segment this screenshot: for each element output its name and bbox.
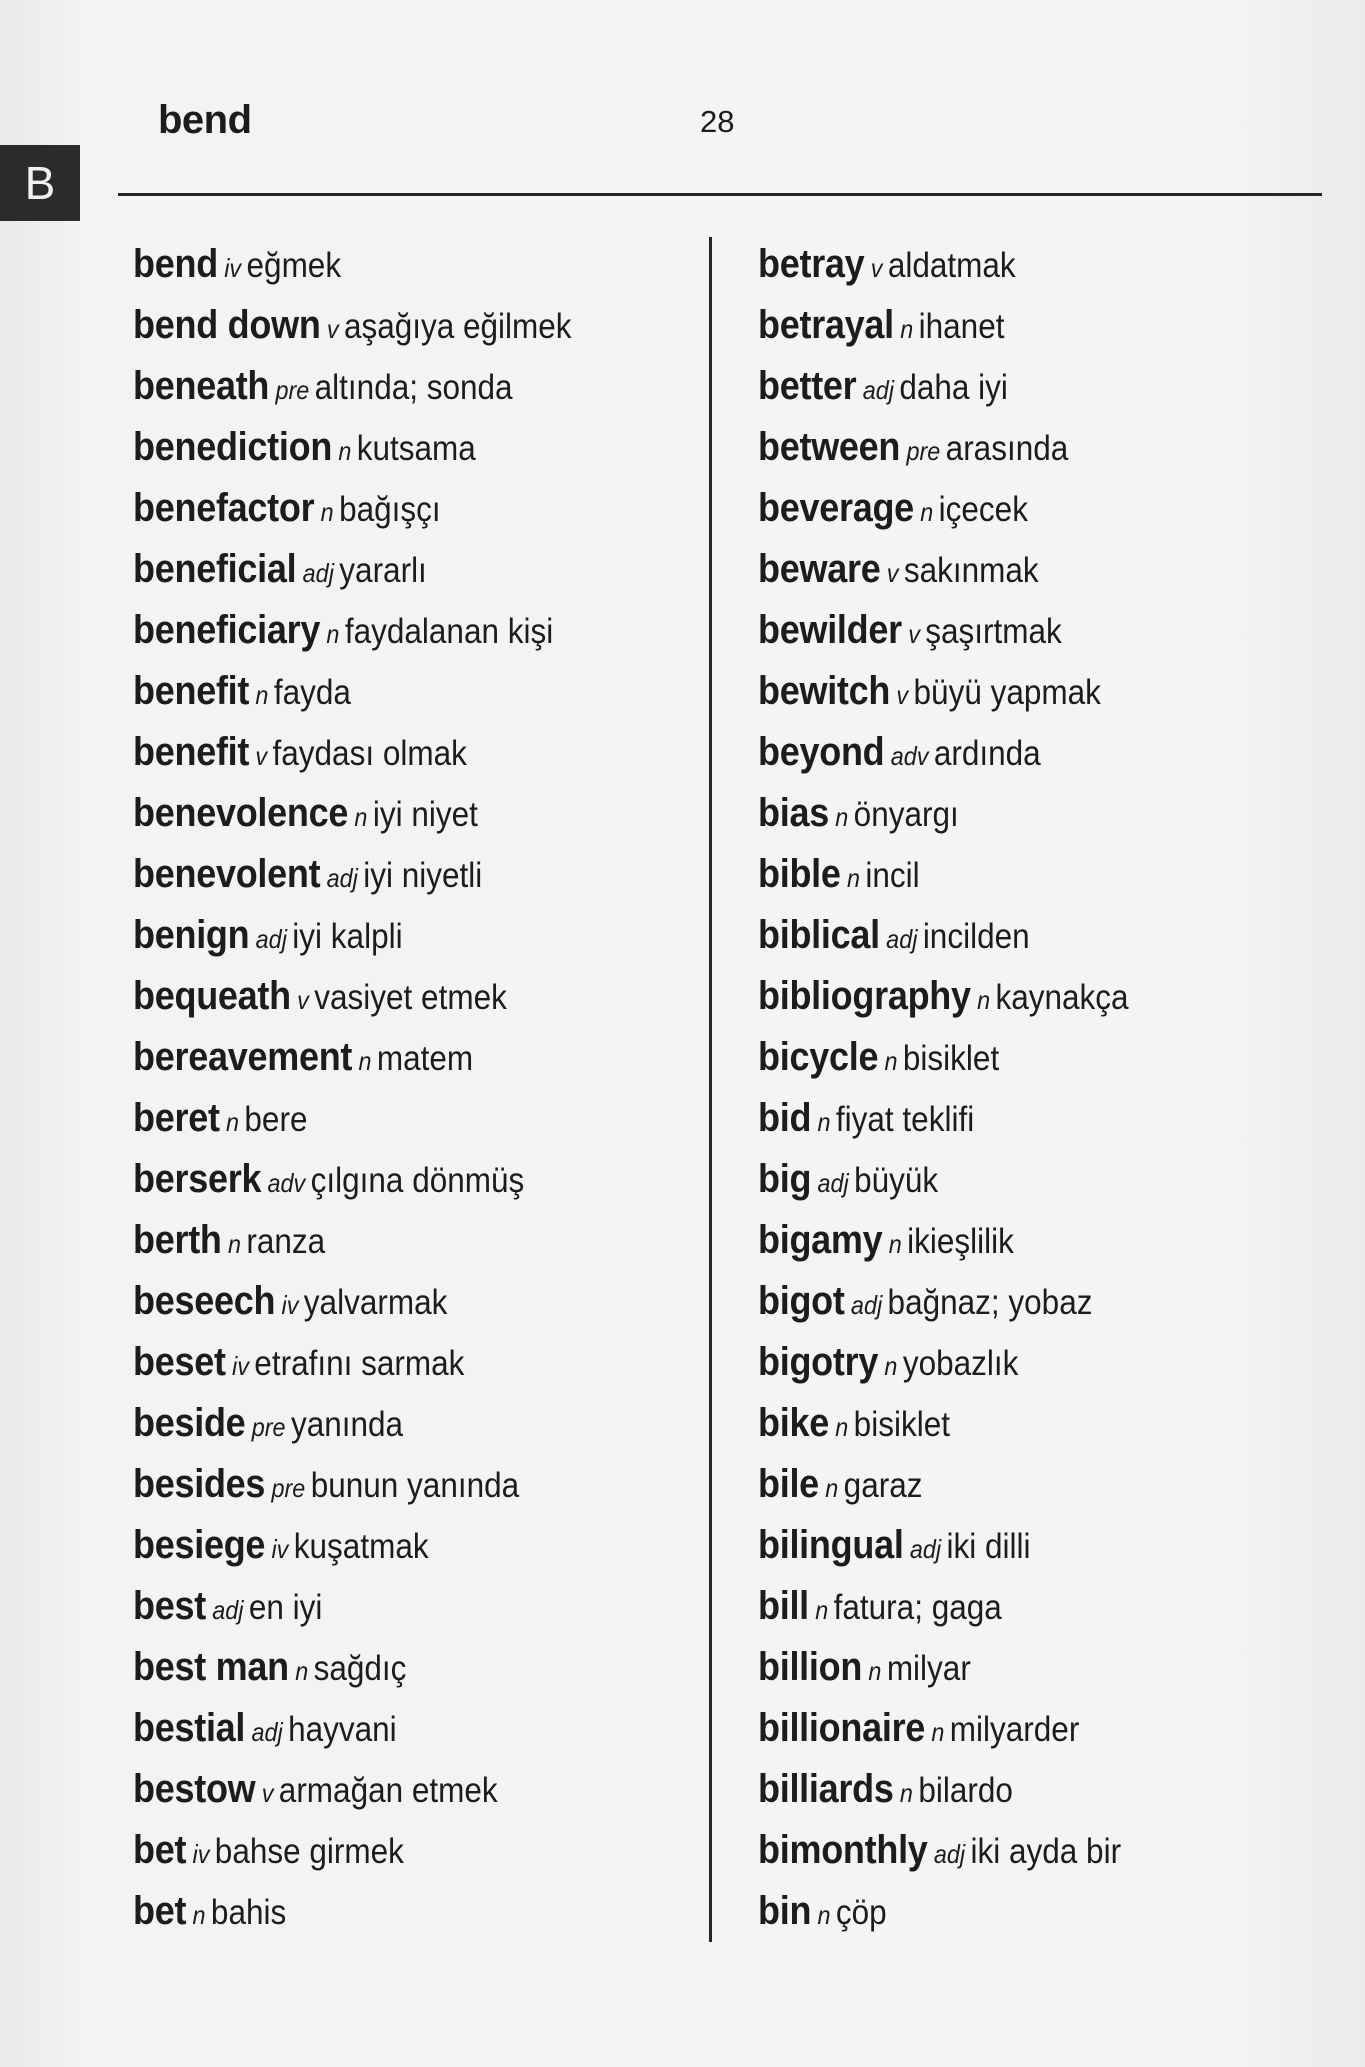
entry-part-of-speech: n	[888, 1229, 902, 1259]
entry-meaning: yobazlık	[902, 1344, 1019, 1383]
entry-headword: bigot	[758, 1279, 845, 1323]
entry-headword: bilingual	[758, 1523, 904, 1567]
entry-meaning: iyi kalpli	[292, 917, 403, 956]
dictionary-entry	[758, 539, 1298, 600]
entry-headword: besiege	[133, 1523, 266, 1567]
dictionary-entry	[758, 1027, 1298, 1088]
entry-meaning: iki dilli	[946, 1527, 1031, 1566]
entry-meaning: aşağıya eğilmek	[343, 307, 572, 346]
entry-meaning: çöp	[835, 1893, 887, 1932]
dictionary-entry	[133, 783, 673, 844]
entry-meaning: bunun yanında	[310, 1466, 520, 1505]
entry-meaning: milyarder	[949, 1710, 1080, 1749]
entry-meaning: bahis	[210, 1893, 287, 1932]
entry-headword: beret	[133, 1096, 220, 1140]
dictionary-entry	[758, 1210, 1298, 1271]
entry-headword: berth	[133, 1218, 222, 1262]
entry-part-of-speech: n	[884, 1046, 898, 1076]
entry-part-of-speech: pre	[271, 1473, 306, 1503]
entry-part-of-speech: adj	[251, 1717, 283, 1747]
dictionary-entry	[758, 1881, 1298, 1942]
entry-part-of-speech: pre	[906, 436, 941, 466]
dictionary-entry	[758, 1088, 1298, 1149]
dictionary-entry	[758, 234, 1298, 295]
dictionary-entry	[133, 539, 673, 600]
entry-headword: bibliography	[758, 974, 971, 1018]
entry-meaning: eğmek	[246, 246, 342, 285]
dictionary-entry	[758, 295, 1298, 356]
entry-meaning: etrafını sarmak	[254, 1344, 465, 1383]
entry-part-of-speech: adj	[326, 863, 358, 893]
guide-word: bend	[158, 98, 252, 142]
dictionary-entry	[758, 1759, 1298, 1820]
dictionary-entry	[133, 1637, 673, 1698]
entry-meaning: aldatmak	[887, 246, 1016, 285]
entry-headword: beneficiary	[133, 608, 321, 652]
entry-headword: benediction	[133, 425, 333, 469]
entry-headword: benefit	[133, 669, 250, 713]
entry-meaning: çılgına dönmüş	[310, 1161, 525, 1200]
entry-part-of-speech: pre	[275, 375, 310, 405]
entry-part-of-speech: n	[338, 436, 352, 466]
entry-headword: best	[133, 1584, 206, 1628]
dictionary-entry	[133, 1820, 673, 1881]
entry-headword: bin	[758, 1889, 812, 1933]
entry-meaning: fatura; gaga	[833, 1588, 1002, 1627]
entry-part-of-speech: adj	[886, 924, 918, 954]
page-number: 28	[700, 104, 735, 139]
entry-meaning: büyük	[854, 1161, 939, 1200]
entry-part-of-speech: n	[931, 1717, 945, 1747]
entry-headword: benevolence	[133, 791, 349, 835]
entry-part-of-speech: adj	[862, 375, 894, 405]
entry-headword: better	[758, 364, 857, 408]
entry-part-of-speech: iv	[192, 1839, 210, 1869]
dictionary-entry	[133, 1393, 673, 1454]
entry-headword: bimonthly	[758, 1828, 928, 1872]
entry-part-of-speech: n	[225, 1107, 240, 1137]
entry-headword: beyond	[758, 730, 885, 774]
entry-meaning: vasiyet etmek	[314, 978, 507, 1017]
entry-part-of-speech: n	[815, 1595, 829, 1625]
entry-part-of-speech: n	[868, 1656, 882, 1686]
entry-headword: bend	[133, 242, 218, 286]
entry-meaning: iki ayda bir	[970, 1832, 1122, 1871]
entry-meaning: incilden	[922, 917, 1030, 956]
entry-meaning: hayvani	[288, 1710, 397, 1749]
dictionary-entry	[133, 1332, 673, 1393]
entry-headword: best man	[133, 1645, 289, 1689]
entry-part-of-speech: adv	[890, 741, 929, 771]
entry-part-of-speech: pre	[251, 1412, 286, 1442]
dictionary-entry	[133, 417, 673, 478]
dictionary-entry	[758, 1820, 1298, 1881]
dictionary-entry	[133, 1210, 673, 1271]
entry-headword: bike	[758, 1401, 829, 1445]
entry-headword: bias	[758, 791, 829, 835]
entry-meaning: içecek	[938, 490, 1028, 529]
entry-meaning: bilardo	[918, 1771, 1013, 1810]
entry-part-of-speech: n	[977, 985, 991, 1015]
entry-headword: billion	[758, 1645, 863, 1689]
dictionary-entry	[133, 1149, 673, 1210]
dictionary-entry	[758, 1637, 1298, 1698]
dictionary-entry	[758, 1698, 1298, 1759]
entry-meaning: önyargı	[853, 795, 959, 834]
entry-meaning: bahse girmek	[214, 1832, 404, 1871]
dictionary-entry	[133, 1271, 673, 1332]
entry-headword: bill	[758, 1584, 809, 1628]
dictionary-entry	[758, 661, 1298, 722]
entry-meaning: sağdıç	[313, 1649, 407, 1688]
dictionary-entry	[133, 1698, 673, 1759]
entry-headword: bigamy	[758, 1218, 883, 1262]
entry-headword: benefactor	[133, 486, 315, 530]
entry-part-of-speech: n	[825, 1473, 839, 1503]
dictionary-entry	[133, 905, 673, 966]
entry-meaning: ranza	[246, 1222, 326, 1261]
entry-headword: benign	[133, 913, 250, 957]
dictionary-entry	[133, 600, 673, 661]
entry-headword: bet	[133, 1889, 187, 1933]
entry-part-of-speech: adj	[302, 558, 334, 588]
entry-meaning: daha iyi	[899, 368, 1008, 407]
entry-part-of-speech: n	[227, 1229, 241, 1259]
entry-part-of-speech: n	[817, 1107, 831, 1137]
dictionary-entry	[758, 600, 1298, 661]
entry-meaning: armağan etmek	[278, 1771, 498, 1810]
entry-meaning: şaşırtmak	[925, 612, 1062, 651]
entry-headword: bile	[758, 1462, 819, 1506]
dictionary-entry	[133, 844, 673, 905]
entry-meaning: arasında	[945, 429, 1069, 468]
entry-part-of-speech: v	[255, 741, 268, 771]
entry-part-of-speech: n	[846, 863, 860, 893]
entry-meaning: ihanet	[918, 307, 1005, 346]
dictionary-entry	[758, 1149, 1298, 1210]
entry-part-of-speech: n	[835, 1412, 849, 1442]
entry-meaning: iyi niyetli	[363, 856, 483, 895]
entry-part-of-speech: adj	[817, 1168, 849, 1198]
entry-part-of-speech: n	[899, 1778, 913, 1808]
entry-headword: bicycle	[758, 1035, 879, 1079]
entry-part-of-speech: n	[192, 1900, 206, 1930]
entry-meaning: incil	[865, 856, 920, 895]
entry-meaning: altında; sonda	[314, 368, 513, 407]
entry-headword: biblical	[758, 913, 880, 957]
letter-tab: B	[0, 145, 80, 221]
left-column	[133, 234, 733, 1942]
entry-meaning: kuşatmak	[293, 1527, 429, 1566]
entry-part-of-speech: n	[835, 802, 849, 832]
entry-headword: besides	[133, 1462, 266, 1506]
dictionary-entry	[758, 478, 1298, 539]
dictionary-entry	[758, 844, 1298, 905]
entry-meaning: faydası olmak	[272, 734, 467, 773]
entry-part-of-speech: n	[255, 680, 269, 710]
entry-headword: betrayal	[758, 303, 894, 347]
entry-headword: berserk	[133, 1157, 262, 1201]
entry-part-of-speech: n	[326, 619, 340, 649]
entry-part-of-speech: n	[320, 497, 334, 527]
entry-part-of-speech: adj	[909, 1534, 942, 1564]
entry-headword: bid	[758, 1096, 812, 1140]
entry-meaning: bisiklet	[902, 1039, 1000, 1078]
dictionary-entry	[133, 295, 673, 356]
dictionary-entry	[758, 1332, 1298, 1393]
entry-meaning: fayda	[273, 673, 351, 712]
entry-meaning: en iyi	[248, 1588, 323, 1627]
entry-headword: beware	[758, 547, 881, 591]
entry-headword: beneath	[133, 364, 270, 408]
entry-headword: bewitch	[758, 669, 891, 713]
entry-headword: bigotry	[758, 1340, 879, 1384]
entry-meaning: bağnaz; yobaz	[887, 1283, 1093, 1322]
entry-meaning: milyar	[886, 1649, 971, 1688]
dictionary-entry	[133, 356, 673, 417]
right-column	[758, 234, 1358, 1942]
entry-headword: benevolent	[133, 852, 321, 896]
entry-part-of-speech: v	[886, 558, 899, 588]
entry-part-of-speech: n	[920, 497, 934, 527]
entry-part-of-speech: n	[817, 1900, 831, 1930]
dictionary-entry	[758, 905, 1298, 966]
dictionary-entry	[758, 722, 1298, 783]
entry-part-of-speech: v	[261, 1778, 274, 1808]
dictionary-entry	[133, 1515, 673, 1576]
dictionary-entry	[133, 722, 673, 783]
entry-headword: bible	[758, 852, 841, 896]
dictionary-entry	[133, 661, 673, 722]
entry-headword: betray	[758, 242, 865, 286]
entry-meaning: yanında	[290, 1405, 404, 1444]
dictionary-entry	[758, 1576, 1298, 1637]
entry-part-of-speech: n	[900, 314, 914, 344]
entry-headword: beseech	[133, 1279, 276, 1323]
entry-headword: billiards	[758, 1767, 894, 1811]
entry-part-of-speech: n	[884, 1351, 898, 1381]
entry-meaning: kaynakça	[995, 978, 1129, 1017]
dictionary-entry	[133, 1576, 673, 1637]
entry-part-of-speech: adv	[267, 1168, 306, 1198]
entry-meaning: bere	[244, 1100, 308, 1139]
dictionary-entry	[133, 234, 673, 295]
header-rule	[118, 193, 1322, 196]
entry-headword: bestial	[133, 1706, 246, 1750]
entry-headword: bet	[133, 1828, 187, 1872]
entry-part-of-speech: adj	[212, 1595, 244, 1625]
entry-headword: beneficial	[133, 547, 297, 591]
entry-meaning: fiyat teklifi	[835, 1100, 975, 1139]
entry-headword: beside	[133, 1401, 246, 1445]
dictionary-entry	[133, 1759, 673, 1820]
entry-part-of-speech: iv	[281, 1290, 299, 1320]
entry-part-of-speech: adj	[255, 924, 287, 954]
entry-part-of-speech: iv	[271, 1534, 289, 1564]
entry-headword: bereavement	[133, 1035, 353, 1079]
entry-part-of-speech: n	[354, 802, 368, 832]
entry-meaning: bağışçı	[339, 490, 441, 529]
dictionary-entry	[758, 783, 1298, 844]
dictionary-entry	[133, 1088, 673, 1149]
entry-part-of-speech: v	[908, 619, 920, 649]
entry-part-of-speech: v	[870, 253, 883, 283]
entry-meaning: ikieşlilik	[907, 1222, 1014, 1261]
entry-part-of-speech: v	[297, 985, 309, 1015]
entry-headword: beverage	[758, 486, 914, 530]
entry-part-of-speech: adj	[850, 1290, 883, 1320]
entry-headword: billionaire	[758, 1706, 926, 1750]
entry-part-of-speech: v	[326, 314, 339, 344]
entry-headword: benefit	[133, 730, 250, 774]
dictionary-entry	[758, 417, 1298, 478]
entry-part-of-speech: iv	[224, 253, 242, 283]
dictionary-entry	[133, 966, 673, 1027]
entry-meaning: büyü yapmak	[913, 673, 1101, 712]
entry-meaning: faydalanan kişi	[344, 612, 554, 651]
entry-meaning: sakınmak	[903, 551, 1039, 590]
dictionary-entry	[133, 478, 673, 539]
entry-headword: bestow	[133, 1767, 256, 1811]
entry-headword: bequeath	[133, 974, 291, 1018]
entry-headword: big	[758, 1157, 812, 1201]
entry-part-of-speech: n	[358, 1046, 372, 1076]
entry-meaning: yararlı	[339, 551, 427, 590]
entry-meaning: ardında	[933, 734, 1041, 773]
entry-headword: beset	[133, 1340, 226, 1384]
dictionary-entry	[758, 966, 1298, 1027]
dictionary-entry	[758, 356, 1298, 417]
entry-part-of-speech: adj	[933, 1839, 966, 1869]
entry-meaning: bisiklet	[853, 1405, 950, 1444]
dictionary-entry	[758, 1393, 1298, 1454]
entry-meaning: iyi niyet	[372, 795, 478, 834]
dictionary-entry	[758, 1454, 1298, 1515]
entry-meaning: garaz	[843, 1466, 923, 1505]
entry-part-of-speech: iv	[232, 1351, 249, 1381]
entry-part-of-speech: v	[896, 680, 909, 710]
dictionary-entry	[133, 1881, 673, 1942]
entry-headword: bewilder	[758, 608, 902, 652]
entry-meaning: kutsama	[356, 429, 476, 468]
dictionary-entry	[133, 1454, 673, 1515]
entry-meaning: yalvarmak	[303, 1283, 448, 1322]
entry-headword: between	[758, 425, 901, 469]
dictionary-entry	[758, 1271, 1298, 1332]
entry-meaning: matem	[376, 1039, 474, 1078]
dictionary-entry	[758, 1515, 1298, 1576]
dictionary-entry	[133, 1027, 673, 1088]
entry-headword: bend down	[133, 303, 321, 347]
entry-part-of-speech: n	[295, 1656, 309, 1686]
